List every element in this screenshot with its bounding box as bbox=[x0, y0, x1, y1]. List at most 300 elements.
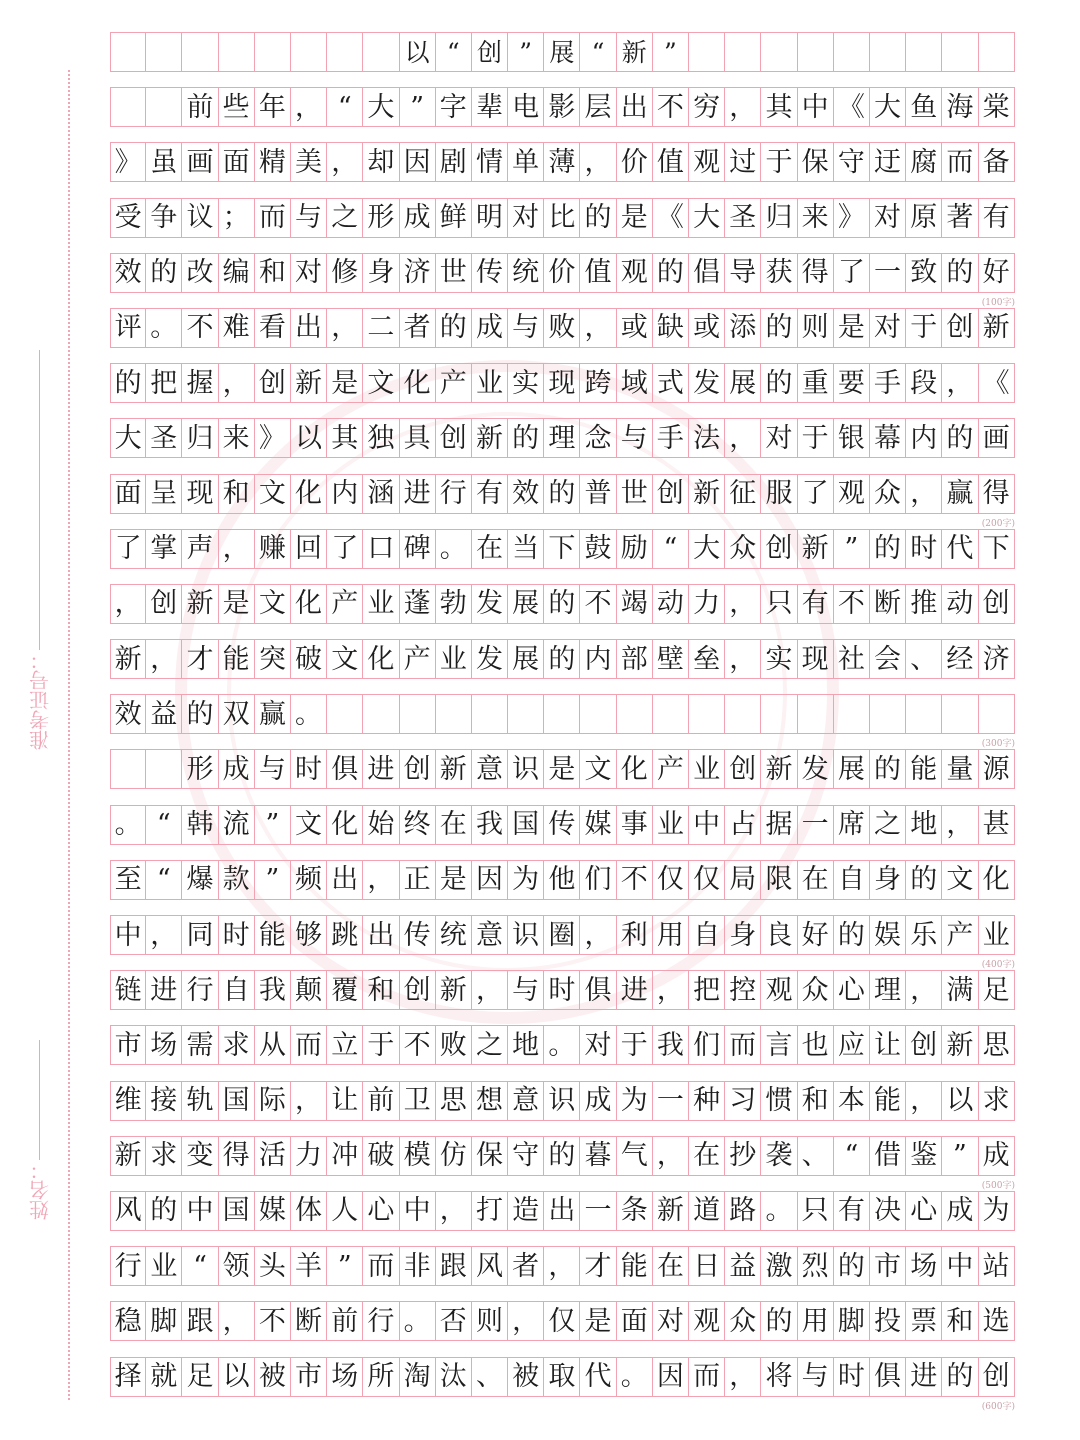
grid-cell: 之 bbox=[471, 1025, 508, 1065]
grid-cell: 前 bbox=[362, 1081, 399, 1121]
grid-cell: 得 bbox=[218, 1136, 255, 1176]
grid-cell: 观 bbox=[760, 970, 797, 1010]
grid-cell: 量 bbox=[941, 749, 978, 789]
grid-cell: 手 bbox=[652, 418, 689, 458]
grid-cell: 为 bbox=[616, 1081, 653, 1121]
grid-cell: 添 bbox=[724, 308, 761, 348]
grid-cell: 于 bbox=[760, 142, 797, 182]
margin-dotted-line bbox=[68, 70, 70, 1400]
grid-cell: 于 bbox=[905, 308, 942, 348]
grid-cell: 暮 bbox=[579, 1136, 616, 1176]
grid-cell: 的 bbox=[543, 1136, 580, 1176]
grid-cell: 画 bbox=[181, 142, 218, 182]
grid-cell: 现 bbox=[543, 363, 580, 403]
grid-cell: 行 bbox=[110, 1246, 146, 1286]
grid-cell: 抄 bbox=[724, 1136, 761, 1176]
grid-cell: 一 bbox=[797, 805, 834, 845]
grid-cell bbox=[869, 694, 906, 734]
grid-cell bbox=[978, 32, 1015, 72]
grid-cell bbox=[145, 32, 182, 72]
grid-cell: ， bbox=[652, 1136, 689, 1176]
grid-cell: “ bbox=[145, 860, 182, 900]
grid-cell: 式 bbox=[652, 363, 689, 403]
grid-cell: 乐 bbox=[905, 915, 942, 955]
grid-cell: 观 bbox=[688, 1301, 725, 1341]
grid-cell: 只 bbox=[760, 584, 797, 624]
grid-cell: 的 bbox=[181, 694, 218, 734]
grid-cell bbox=[724, 32, 761, 72]
grid-cell: 大 bbox=[869, 87, 906, 127]
grid-cell: 成 bbox=[471, 308, 508, 348]
grid-cell: 议 bbox=[181, 198, 218, 238]
grid-cell: 来 bbox=[218, 418, 255, 458]
grid-cell: ， bbox=[941, 805, 978, 845]
grid-cell: 至 bbox=[110, 860, 146, 900]
grid-cell: 立 bbox=[326, 1025, 363, 1065]
grid-cell: ， bbox=[471, 970, 508, 1010]
grid-cell: 却 bbox=[362, 142, 399, 182]
grid-cell: 日 bbox=[688, 1246, 725, 1286]
grid-cell: 出 bbox=[616, 87, 653, 127]
grid-cell: 勃 bbox=[435, 584, 472, 624]
grid-cell: 时 bbox=[218, 915, 255, 955]
grid-cell: 倡 bbox=[688, 253, 725, 293]
grid-cell: 现 bbox=[181, 474, 218, 514]
grid-cell: 益 bbox=[145, 694, 182, 734]
grid-cell: 惯 bbox=[760, 1081, 797, 1121]
grid-cell bbox=[145, 749, 182, 789]
grid-cell: 的 bbox=[869, 749, 906, 789]
grid-cell bbox=[760, 32, 797, 72]
grid-cell: 不 bbox=[399, 1025, 436, 1065]
essay-text-row bbox=[110, 87, 1015, 127]
grid-cell: 励 bbox=[616, 529, 653, 569]
grid-cell: 下 bbox=[543, 529, 580, 569]
grid-cell: 中 bbox=[688, 805, 725, 845]
grid-cell: ， bbox=[110, 584, 146, 624]
grid-cell: 实 bbox=[507, 363, 544, 403]
grid-cell bbox=[326, 694, 363, 734]
essay-text-row bbox=[110, 363, 1015, 403]
grid-cell: 创 bbox=[724, 749, 761, 789]
grid-cell: 俱 bbox=[869, 1357, 906, 1397]
grid-cell: 席 bbox=[833, 805, 870, 845]
grid-cell: 的 bbox=[110, 363, 146, 403]
grid-cell: 占 bbox=[724, 805, 761, 845]
grid-cell: 站 bbox=[978, 1246, 1015, 1286]
grid-cell: 社 bbox=[833, 639, 870, 679]
grid-cell: 的 bbox=[760, 308, 797, 348]
essay-text-row bbox=[110, 970, 1015, 1010]
grid-cell bbox=[760, 694, 797, 734]
grid-cell: 其 bbox=[760, 87, 797, 127]
grid-cell: 破 bbox=[290, 639, 327, 679]
grid-cell: 剧 bbox=[435, 142, 472, 182]
grid-cell: 因 bbox=[652, 1357, 689, 1397]
grid-cell: ， bbox=[290, 87, 327, 127]
grid-cell: 决 bbox=[869, 1191, 906, 1231]
grid-cell: 在 bbox=[797, 860, 834, 900]
grid-cell: 有 bbox=[797, 584, 834, 624]
word-count-marker: (200字) bbox=[981, 518, 1015, 529]
grid-cell: 的 bbox=[941, 1357, 978, 1397]
grid-cell: 壁 bbox=[652, 639, 689, 679]
grid-cell: 行 bbox=[435, 474, 472, 514]
grid-cell: 是 bbox=[435, 860, 472, 900]
grid-cell: 频 bbox=[290, 860, 327, 900]
grid-cell: 效 bbox=[110, 253, 146, 293]
grid-cell bbox=[507, 694, 544, 734]
grid-cell: 化 bbox=[362, 639, 399, 679]
grid-cell: 和 bbox=[797, 1081, 834, 1121]
name-label bbox=[20, 1040, 60, 1220]
grid-cell: 场 bbox=[905, 1246, 942, 1286]
grid-cell: 中 bbox=[941, 1246, 978, 1286]
grid-cell: 款 bbox=[218, 860, 255, 900]
grid-cell: 众 bbox=[869, 474, 906, 514]
grid-cell: 产 bbox=[399, 639, 436, 679]
grid-cell bbox=[941, 32, 978, 72]
grid-cell: 稳 bbox=[110, 1301, 146, 1341]
grid-cell: 文 bbox=[941, 860, 978, 900]
grid-cell: ， bbox=[724, 584, 761, 624]
grid-cell: 展 bbox=[507, 639, 544, 679]
grid-cell: 际 bbox=[254, 1081, 291, 1121]
grid-cell: 把 bbox=[145, 363, 182, 403]
grid-cell: 年 bbox=[254, 87, 291, 127]
grid-cell: 言 bbox=[760, 1025, 797, 1065]
grid-cell: 能 bbox=[218, 639, 255, 679]
grid-cell: 些 bbox=[218, 87, 255, 127]
grid-cell: 碑 bbox=[399, 529, 436, 569]
grid-cell: ， bbox=[218, 363, 255, 403]
grid-cell: ， bbox=[579, 915, 616, 955]
grid-cell: 文 bbox=[362, 363, 399, 403]
grid-cell bbox=[833, 32, 870, 72]
grid-cell: 业 bbox=[362, 584, 399, 624]
grid-cell: 值 bbox=[579, 253, 616, 293]
essay-text-row bbox=[110, 1081, 1015, 1121]
grid-cell: 破 bbox=[362, 1136, 399, 1176]
grid-cell: 淘 bbox=[399, 1357, 436, 1397]
grid-cell bbox=[471, 694, 508, 734]
grid-cell: 。 bbox=[110, 805, 146, 845]
grid-cell: 、 bbox=[905, 639, 942, 679]
grid-cell: 字 bbox=[435, 87, 472, 127]
grid-cell: 文 bbox=[254, 474, 291, 514]
grid-cell: 观 bbox=[688, 142, 725, 182]
grid-cell: 》 bbox=[833, 198, 870, 238]
grid-cell: 出 bbox=[543, 1191, 580, 1231]
grid-cell: 身 bbox=[724, 915, 761, 955]
grid-cell: 据 bbox=[760, 805, 797, 845]
grid-cell: ， bbox=[724, 639, 761, 679]
grid-cell bbox=[362, 694, 399, 734]
grid-cell: 而 bbox=[688, 1357, 725, 1397]
grid-cell: ， bbox=[579, 142, 616, 182]
grid-cell: 的 bbox=[507, 418, 544, 458]
grid-cell: 袭 bbox=[760, 1136, 797, 1176]
grid-cell: 形 bbox=[362, 198, 399, 238]
grid-cell: 鼓 bbox=[579, 529, 616, 569]
grid-cell: ， bbox=[905, 1081, 942, 1121]
grid-cell: 而 bbox=[362, 1246, 399, 1286]
grid-cell: 于 bbox=[616, 1025, 653, 1065]
grid-cell: 出 bbox=[290, 308, 327, 348]
grid-cell: 银 bbox=[833, 418, 870, 458]
grid-cell bbox=[905, 32, 942, 72]
grid-cell: 大 bbox=[110, 418, 146, 458]
grid-cell: 众 bbox=[724, 1301, 761, 1341]
grid-cell: 接 bbox=[145, 1081, 182, 1121]
grid-cell: 控 bbox=[724, 970, 761, 1010]
grid-cell: 和 bbox=[254, 253, 291, 293]
grid-cell: 所 bbox=[362, 1357, 399, 1397]
grid-cell: 统 bbox=[507, 253, 544, 293]
grid-cell bbox=[579, 694, 616, 734]
grid-cell: 从 bbox=[254, 1025, 291, 1065]
essay-title-row bbox=[110, 32, 1015, 72]
grid-cell: ， bbox=[326, 308, 363, 348]
grid-cell: 是 bbox=[579, 1301, 616, 1341]
grid-cell: 是 bbox=[543, 749, 580, 789]
grid-cell bbox=[181, 32, 218, 72]
grid-cell: 过 bbox=[724, 142, 761, 182]
grid-cell: 看 bbox=[254, 308, 291, 348]
grid-cell: 涵 bbox=[362, 474, 399, 514]
grid-cell: 济 bbox=[399, 253, 436, 293]
grid-cell: 创 bbox=[978, 1357, 1015, 1397]
grid-cell: 新 bbox=[797, 529, 834, 569]
grid-cell: 观 bbox=[616, 253, 653, 293]
grid-cell: 》 bbox=[254, 418, 291, 458]
grid-cell bbox=[362, 32, 399, 72]
grid-cell bbox=[869, 32, 906, 72]
grid-cell: 缺 bbox=[652, 308, 689, 348]
grid-cell: 。 bbox=[145, 308, 182, 348]
grid-cell: 《 bbox=[833, 87, 870, 127]
grid-cell: 展 bbox=[507, 584, 544, 624]
grid-cell: 业 bbox=[652, 805, 689, 845]
grid-cell: 著 bbox=[941, 198, 978, 238]
exam-id-label bbox=[20, 330, 60, 750]
grid-cell: 。 bbox=[760, 1191, 797, 1231]
grid-cell: 对 bbox=[579, 1025, 616, 1065]
grid-cell: 新 bbox=[435, 749, 472, 789]
grid-cell: 非 bbox=[399, 1246, 436, 1286]
grid-cell: 心 bbox=[362, 1191, 399, 1231]
grid-cell: 画 bbox=[978, 418, 1015, 458]
grid-cell bbox=[688, 694, 725, 734]
grid-cell: 够 bbox=[290, 915, 327, 955]
grid-cell: 思 bbox=[978, 1025, 1015, 1065]
grid-cell: 同 bbox=[181, 915, 218, 955]
essay-text-row bbox=[110, 1025, 1015, 1065]
grid-cell: 满 bbox=[941, 970, 978, 1010]
grid-cell: 圣 bbox=[724, 198, 761, 238]
grid-cell: 时 bbox=[290, 749, 327, 789]
grid-cell: 而 bbox=[254, 198, 291, 238]
exam-id-label-text: 准考证号： bbox=[28, 650, 53, 750]
grid-cell: 于 bbox=[362, 1025, 399, 1065]
grid-cell: 不 bbox=[833, 584, 870, 624]
grid-cell: 得 bbox=[797, 253, 834, 293]
grid-cell: ， bbox=[724, 87, 761, 127]
grid-cell: 仿 bbox=[435, 1136, 472, 1176]
grid-cell: 业 bbox=[435, 639, 472, 679]
grid-cell: 化 bbox=[616, 749, 653, 789]
grid-cell: 国 bbox=[507, 805, 544, 845]
grid-cell: 能 bbox=[869, 1081, 906, 1121]
grid-cell: 自 bbox=[688, 915, 725, 955]
grid-cell: 脚 bbox=[145, 1301, 182, 1341]
grid-cell: 保 bbox=[797, 142, 834, 182]
grid-cell: 竭 bbox=[616, 584, 653, 624]
grid-cell: 创 bbox=[941, 308, 978, 348]
essay-text-row bbox=[110, 915, 1015, 970]
grid-cell: 用 bbox=[652, 915, 689, 955]
essay-text-row bbox=[110, 1301, 1015, 1341]
grid-cell: 好 bbox=[797, 915, 834, 955]
grid-cell: 美 bbox=[290, 142, 327, 182]
essay-text-row bbox=[110, 1136, 1015, 1191]
grid-cell: 头 bbox=[254, 1246, 291, 1286]
grid-cell: 的 bbox=[760, 363, 797, 403]
grid-cell: 败 bbox=[543, 308, 580, 348]
grid-cell: 与 bbox=[507, 308, 544, 348]
grid-cell: 变 bbox=[181, 1136, 218, 1176]
grid-cell: 应 bbox=[833, 1025, 870, 1065]
grid-cell: 、 bbox=[471, 1357, 508, 1397]
grid-cell: 的 bbox=[760, 1301, 797, 1341]
grid-cell: 。 bbox=[543, 1025, 580, 1065]
grid-cell: 新 bbox=[760, 749, 797, 789]
grid-cell: 代 bbox=[941, 529, 978, 569]
grid-cell: 创 bbox=[399, 970, 436, 1010]
grid-cell: 为 bbox=[507, 860, 544, 900]
essay-text-row bbox=[110, 142, 1015, 182]
grid-cell bbox=[797, 694, 834, 734]
grid-cell: 文 bbox=[326, 639, 363, 679]
grid-cell: 打 bbox=[471, 1191, 508, 1231]
grid-cell: 之 bbox=[326, 198, 363, 238]
grid-cell: 有 bbox=[471, 474, 508, 514]
grid-cell: 识 bbox=[543, 1081, 580, 1121]
grid-cell: 新 bbox=[471, 418, 508, 458]
grid-cell: 想 bbox=[471, 1081, 508, 1121]
grid-cell bbox=[254, 32, 291, 72]
grid-cell: 不 bbox=[181, 308, 218, 348]
grid-cell: 穷 bbox=[688, 87, 725, 127]
grid-cell: 者 bbox=[507, 1246, 544, 1286]
grid-cell: 脚 bbox=[833, 1301, 870, 1341]
grid-cell: 现 bbox=[797, 639, 834, 679]
grid-cell: 源 bbox=[978, 749, 1015, 789]
essay-grid-sheet bbox=[110, 32, 1015, 1412]
grid-cell: 原 bbox=[905, 198, 942, 238]
essay-text-row bbox=[110, 639, 1015, 679]
grid-cell: 事 bbox=[616, 805, 653, 845]
grid-cell: 条 bbox=[616, 1191, 653, 1231]
grid-cell: ， bbox=[362, 860, 399, 900]
grid-cell: 的 bbox=[579, 198, 616, 238]
grid-cell: 为 bbox=[978, 1191, 1015, 1231]
grid-cell: 时 bbox=[905, 529, 942, 569]
grid-cell: 在 bbox=[435, 805, 472, 845]
grid-cell: 有 bbox=[978, 198, 1015, 238]
grid-cell: 的 bbox=[833, 1246, 870, 1286]
grid-cell: 修 bbox=[326, 253, 363, 293]
grid-cell: 创 bbox=[399, 749, 436, 789]
grid-cell bbox=[326, 32, 363, 72]
grid-cell: 才 bbox=[579, 1246, 616, 1286]
grid-cell: 我 bbox=[471, 805, 508, 845]
grid-cell bbox=[110, 749, 146, 789]
word-count-marker: (400字) bbox=[981, 960, 1015, 970]
grid-cell: 和 bbox=[218, 474, 255, 514]
grid-cell: 业 bbox=[145, 1246, 182, 1286]
grid-cell: ” bbox=[941, 1136, 978, 1176]
grid-cell: 对 bbox=[869, 308, 906, 348]
grid-cell: 中 bbox=[797, 87, 834, 127]
grid-cell: 场 bbox=[326, 1357, 363, 1397]
grid-cell: 地 bbox=[905, 805, 942, 845]
grid-cell: 选 bbox=[978, 1301, 1015, 1341]
grid-cell: 》 bbox=[110, 142, 146, 182]
grid-cell: 新 bbox=[110, 639, 146, 679]
grid-cell: 部 bbox=[616, 639, 653, 679]
grid-cell bbox=[833, 694, 870, 734]
grid-cell: 辈 bbox=[471, 87, 508, 127]
grid-cell: 下 bbox=[978, 529, 1015, 569]
grid-cell: 传 bbox=[543, 805, 580, 845]
grid-cell: 中 bbox=[110, 915, 146, 955]
grid-cell: 。 bbox=[435, 529, 472, 569]
grid-cell: 与 bbox=[616, 418, 653, 458]
grid-cell: 或 bbox=[616, 308, 653, 348]
grid-cell: 经 bbox=[941, 639, 978, 679]
grid-cell: 以 bbox=[290, 418, 327, 458]
grid-cell: 羊 bbox=[290, 1246, 327, 1286]
grid-cell bbox=[110, 87, 146, 127]
grid-cell: ， bbox=[905, 474, 942, 514]
grid-cell: 利 bbox=[616, 915, 653, 955]
grid-cell: 征 bbox=[724, 474, 761, 514]
grid-cell: 足 bbox=[978, 970, 1015, 1010]
grid-cell: 让 bbox=[326, 1081, 363, 1121]
grid-cell: 发 bbox=[688, 363, 725, 403]
grid-cell: 中 bbox=[181, 1191, 218, 1231]
grid-cell: 呈 bbox=[145, 474, 182, 514]
grid-cell: 能 bbox=[254, 915, 291, 955]
grid-cell: 被 bbox=[254, 1357, 291, 1397]
grid-cell: 新 bbox=[110, 1136, 146, 1176]
grid-cell: 跟 bbox=[181, 1301, 218, 1341]
essay-text-row bbox=[110, 1246, 1015, 1286]
grid-cell: 不 bbox=[254, 1301, 291, 1341]
grid-cell: 们 bbox=[688, 1025, 725, 1065]
grid-cell: 种 bbox=[688, 1081, 725, 1121]
grid-cell: 求 bbox=[978, 1081, 1015, 1121]
grid-cell: 成 bbox=[218, 749, 255, 789]
grid-cell: 于 bbox=[797, 418, 834, 458]
grid-cell: 棠 bbox=[978, 87, 1015, 127]
grid-cell: ” bbox=[326, 1246, 363, 1286]
word-count-marker: (500字) bbox=[981, 1180, 1015, 1191]
grid-cell: ， bbox=[435, 1191, 472, 1231]
grid-cell: 的 bbox=[543, 584, 580, 624]
grid-cell: 者 bbox=[399, 308, 436, 348]
